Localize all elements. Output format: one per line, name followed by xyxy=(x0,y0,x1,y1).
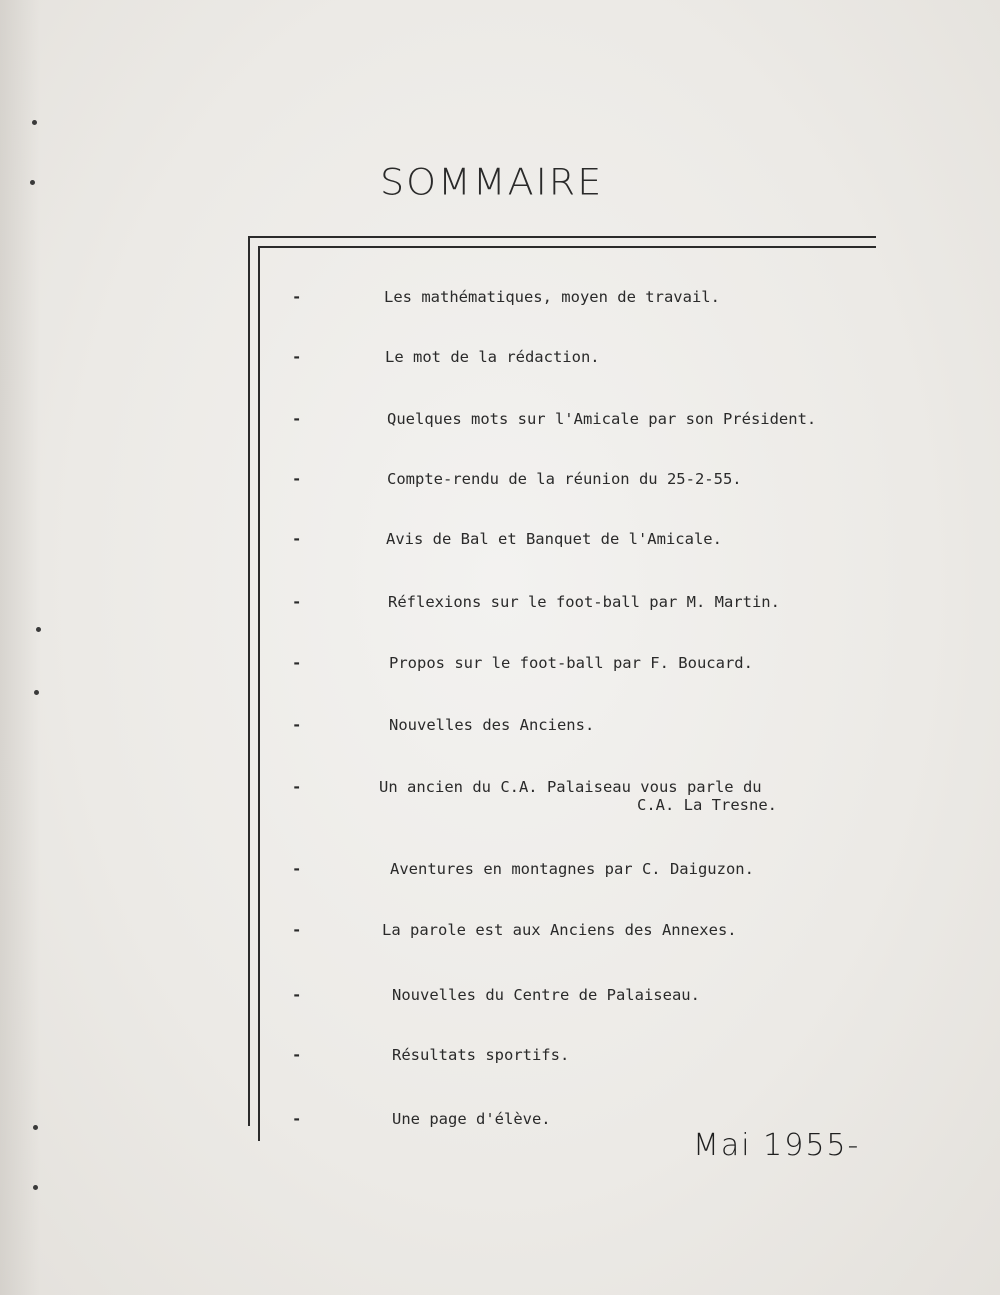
entry-dash: - xyxy=(292,593,302,611)
contents-entry xyxy=(0,778,1000,822)
contents-entry xyxy=(0,1046,1000,1086)
frame-top-line-inner xyxy=(258,246,876,248)
entry-dash: - xyxy=(292,288,302,306)
handwritten-date: Mai 1955- xyxy=(693,1128,861,1163)
entry-dash: - xyxy=(292,921,302,939)
entry-text: Un ancien du C.A. Palaiseau vous parle du xyxy=(379,778,762,796)
entry-text: Propos sur le foot-ball par F. Boucard. xyxy=(389,654,753,672)
entry-text: Avis de Bal et Banquet de l'Amicale. xyxy=(386,530,722,548)
entry-text: Quelques mots sur l'Amicale par son Président. xyxy=(387,410,817,428)
entry-dash: - xyxy=(292,348,302,366)
entry-dash: - xyxy=(292,860,302,878)
contents-entry xyxy=(0,470,1000,510)
page-title: SOMMAIRE xyxy=(380,161,604,203)
entry-text-continuation: C.A. La Tresne. xyxy=(637,796,777,814)
entry-text: La parole est aux Anciens des Annexes. xyxy=(382,921,737,939)
entry-text: Le mot de la rédaction. xyxy=(385,348,600,366)
entry-dash: - xyxy=(292,1110,302,1128)
contents-entry xyxy=(0,716,1000,756)
contents-entry xyxy=(0,288,1000,328)
entry-text: Réflexions sur le foot-ball par M. Martin. xyxy=(388,593,780,611)
contents-entry xyxy=(0,410,1000,450)
contents-entry xyxy=(0,921,1000,961)
entry-text: Aventures en montagnes par C. Daiguzon. xyxy=(390,860,754,878)
entry-dash: - xyxy=(292,410,302,428)
contents-entry xyxy=(0,986,1000,1026)
binder-hole xyxy=(30,180,35,185)
page-edge-shadow xyxy=(0,0,40,1295)
binder-hole xyxy=(32,120,37,125)
contents-entry xyxy=(0,348,1000,388)
entry-text: Nouvelles du Centre de Palaiseau. xyxy=(392,986,700,1004)
frame-top-line-outer xyxy=(248,236,876,238)
contents-entry xyxy=(0,593,1000,633)
entry-dash: - xyxy=(292,1046,302,1064)
entry-dash: - xyxy=(292,470,302,488)
entry-dash: - xyxy=(292,530,302,548)
contents-entry xyxy=(0,654,1000,694)
entry-dash: - xyxy=(292,716,302,734)
entry-text: Les mathématiques, moyen de travail. xyxy=(384,288,720,306)
entry-text: Résultats sportifs. xyxy=(392,1046,570,1064)
entry-dash: - xyxy=(292,778,302,796)
binder-hole xyxy=(33,1185,38,1190)
contents-entry xyxy=(0,860,1000,900)
contents-entry xyxy=(0,530,1000,570)
entry-dash: - xyxy=(292,654,302,672)
entry-text: Nouvelles des Anciens. xyxy=(389,716,595,734)
entry-dash: - xyxy=(292,986,302,1004)
entry-text: Compte-rendu de la réunion du 25-2-55. xyxy=(387,470,742,488)
entry-text: Une page d'élève. xyxy=(392,1110,551,1128)
